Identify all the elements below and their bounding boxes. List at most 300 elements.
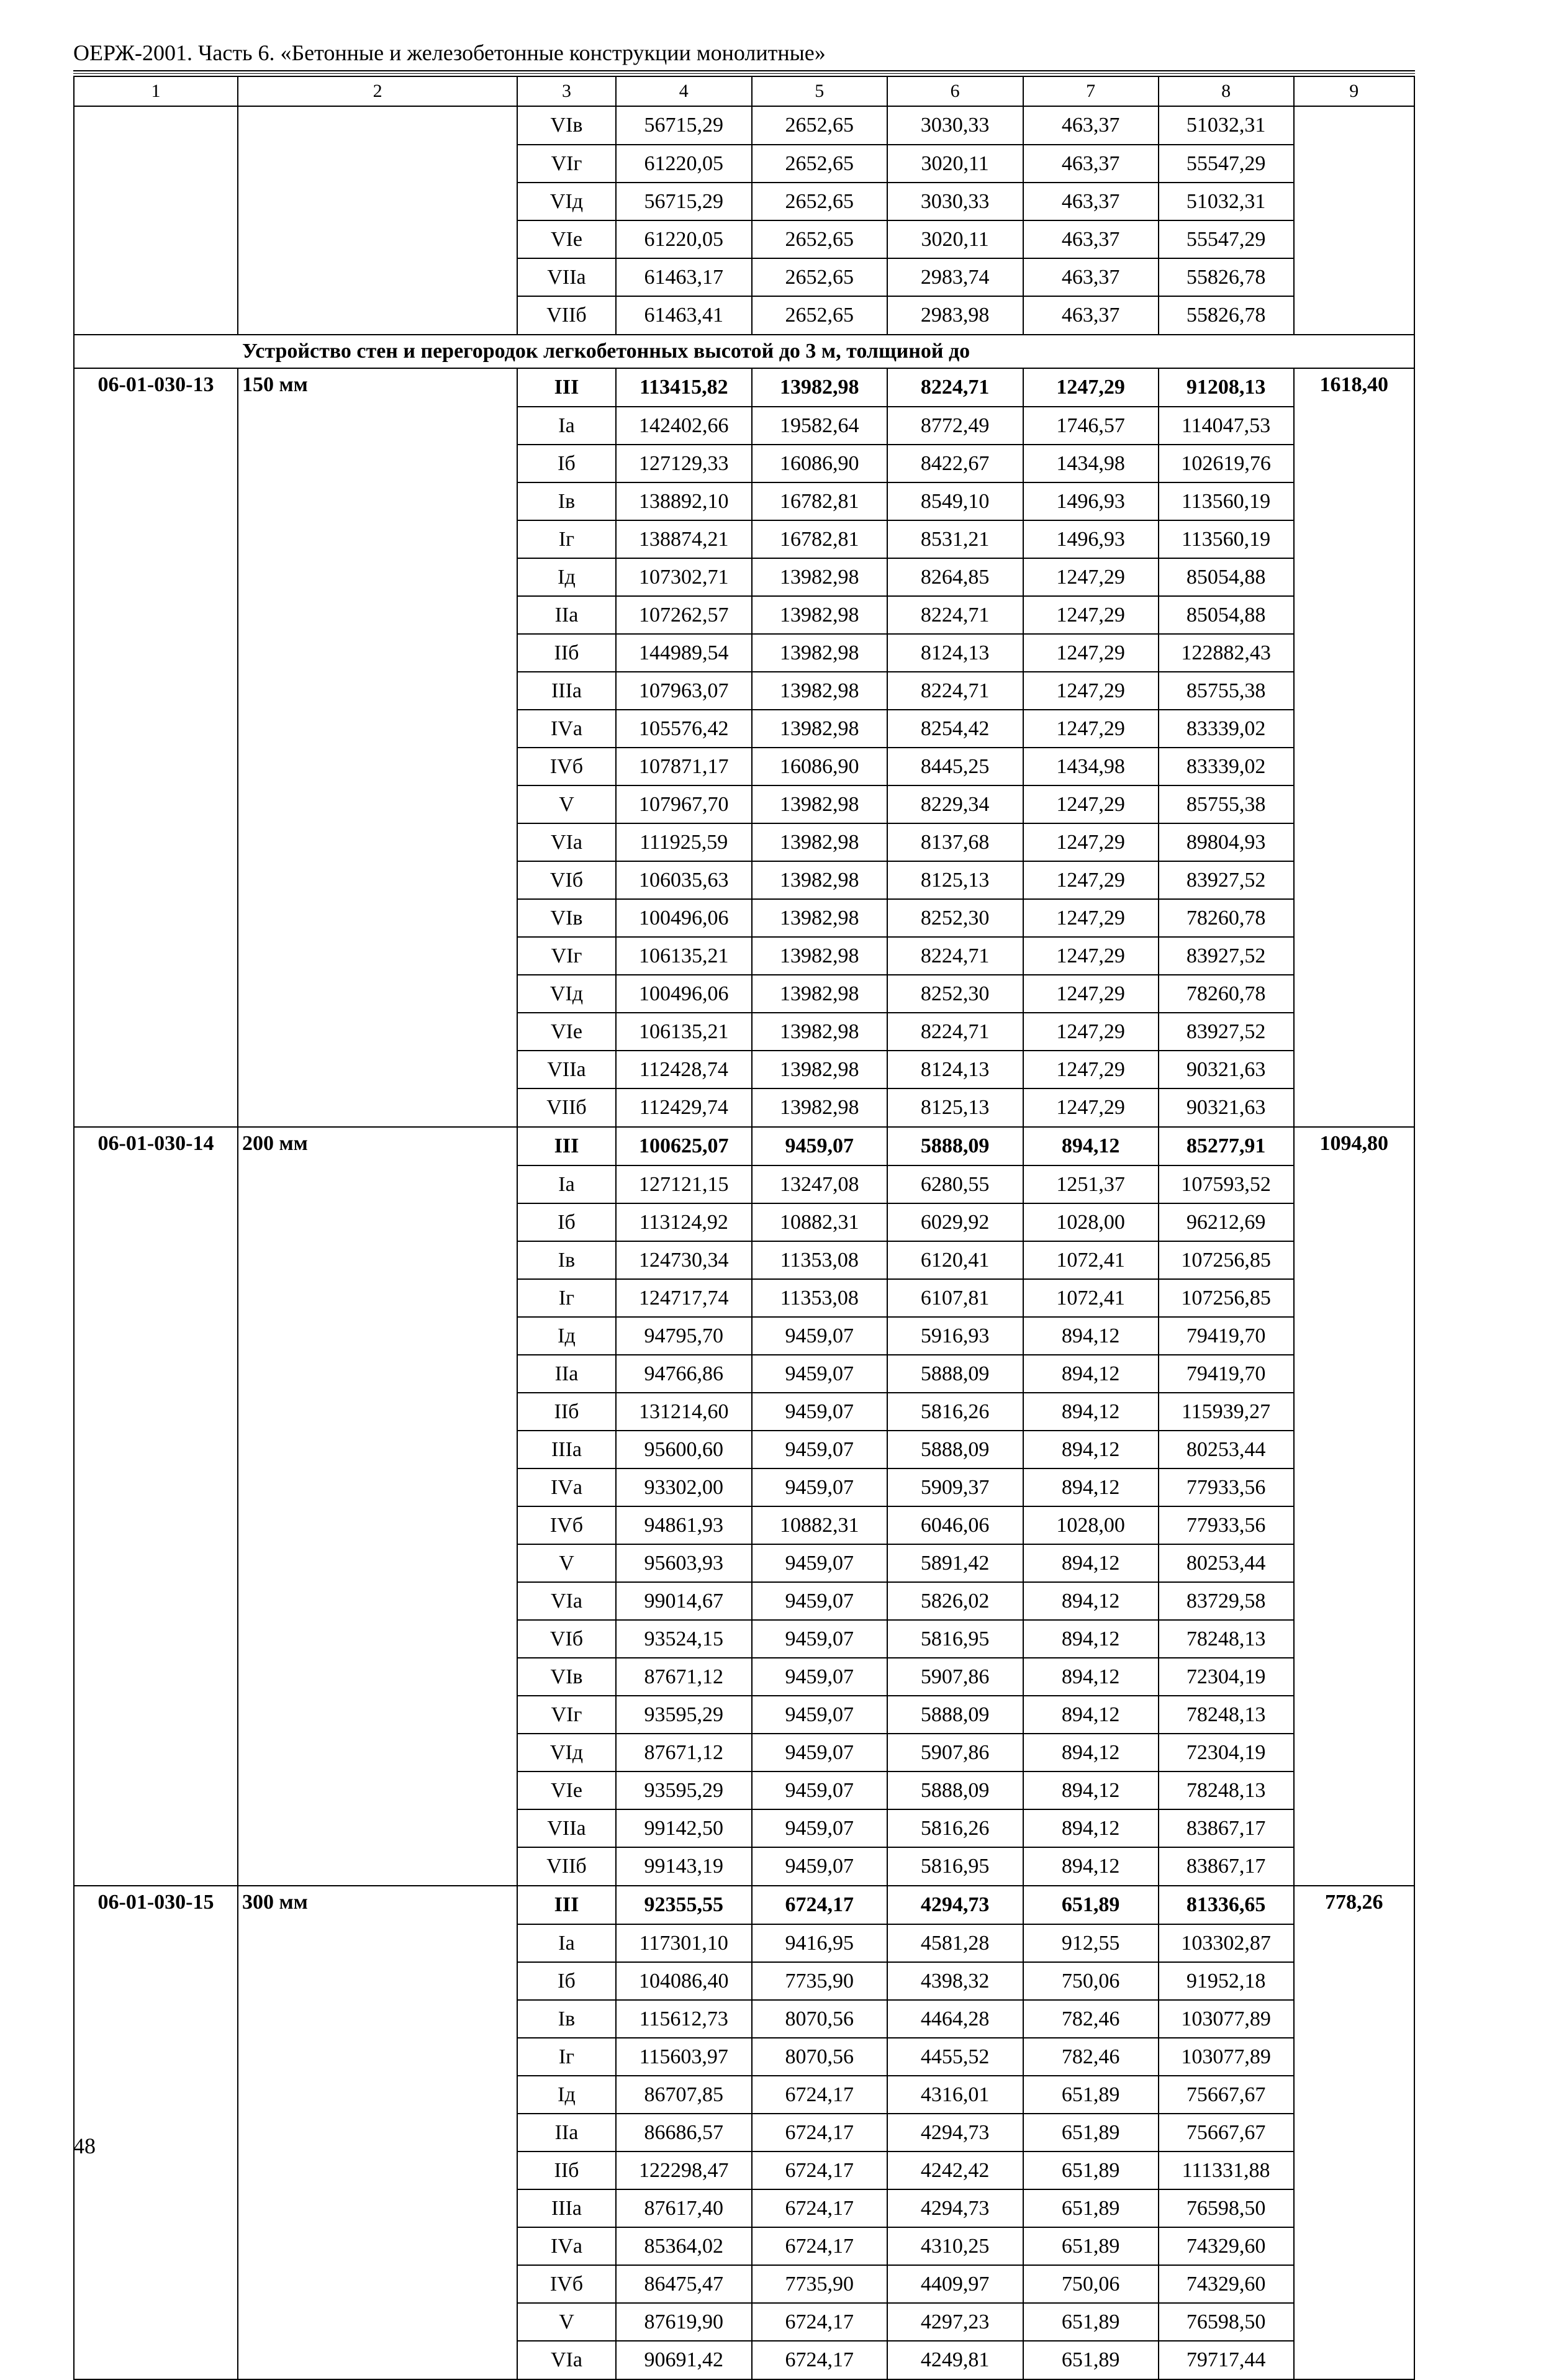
value-cell: 1247,29 [1023, 672, 1159, 710]
value-cell: 87671,12 [616, 1734, 752, 1771]
code-cell [74, 2341, 238, 2379]
value-cell: 750,06 [1023, 1962, 1159, 2000]
zone-cell: VIIб [517, 1847, 616, 1886]
value-cell: 8224,71 [887, 368, 1023, 407]
value-cell: 9459,07 [752, 1468, 887, 1506]
name-cell [238, 407, 517, 445]
value-cell: 4249,81 [887, 2341, 1023, 2379]
zone-cell: V [517, 1544, 616, 1582]
name-cell [238, 861, 517, 899]
col9-cell [1294, 823, 1414, 861]
value-cell: 93595,29 [616, 1696, 752, 1734]
value-cell: 144989,54 [616, 634, 752, 672]
code-cell [74, 2152, 238, 2189]
value-cell: 103302,87 [1159, 1924, 1294, 1962]
value-cell: 78260,78 [1159, 975, 1294, 1013]
table-row [74, 258, 1414, 296]
value-cell: 651,89 [1023, 2189, 1159, 2227]
value-cell: 4398,32 [887, 1962, 1023, 2000]
col9-cell [1294, 785, 1414, 823]
value-cell: 55547,29 [1159, 220, 1294, 258]
value-cell: 93302,00 [616, 1468, 752, 1506]
value-cell: 13982,98 [752, 368, 887, 407]
name-cell [238, 220, 517, 258]
value-cell: 61463,41 [616, 296, 752, 335]
value-cell: 124717,74 [616, 1279, 752, 1317]
name-cell [238, 785, 517, 823]
value-cell: 106035,63 [616, 861, 752, 899]
name-cell [238, 1696, 517, 1734]
value-cell: 93595,29 [616, 1771, 752, 1809]
value-cell: 463,37 [1023, 183, 1159, 220]
table-row [74, 1582, 1414, 1620]
value-cell: 107963,07 [616, 672, 752, 710]
zone-cell: Iа [517, 1165, 616, 1203]
value-cell: 74329,60 [1159, 2265, 1294, 2303]
value-cell: 113560,19 [1159, 482, 1294, 520]
column-header: 6 [887, 76, 1023, 106]
value-cell: 95603,93 [616, 1544, 752, 1582]
code-cell [74, 258, 238, 296]
table-row [74, 1620, 1414, 1658]
value-cell: 99143,19 [616, 1847, 752, 1886]
value-cell: 83339,02 [1159, 710, 1294, 748]
value-cell: 95600,60 [616, 1431, 752, 1468]
value-cell: 5907,86 [887, 1734, 1023, 1771]
value-cell: 75667,67 [1159, 2076, 1294, 2114]
table-row [74, 1886, 1414, 1924]
value-cell: 4242,42 [887, 2152, 1023, 2189]
col9-cell [1294, 445, 1414, 482]
code-cell [74, 220, 238, 258]
value-cell: 894,12 [1023, 1847, 1159, 1886]
value-cell: 78248,13 [1159, 1696, 1294, 1734]
table-row [74, 1051, 1414, 1088]
value-cell: 124730,34 [616, 1241, 752, 1279]
table-row [74, 1165, 1414, 1203]
value-cell: 9459,07 [752, 1620, 887, 1658]
value-cell: 463,37 [1023, 296, 1159, 335]
table-row [74, 1127, 1414, 1165]
value-cell: 99142,50 [616, 1809, 752, 1847]
value-cell: 894,12 [1023, 1431, 1159, 1468]
value-cell: 651,89 [1023, 2227, 1159, 2265]
value-cell: 5816,95 [887, 1847, 1023, 1886]
table-row [74, 1771, 1414, 1809]
code-cell [74, 1431, 238, 1468]
col9-cell [1294, 1393, 1414, 1431]
value-cell: 651,89 [1023, 2341, 1159, 2379]
table-row [74, 1468, 1414, 1506]
col9-cell [1294, 145, 1414, 183]
value-cell: 96212,69 [1159, 1203, 1294, 1241]
value-cell: 83867,17 [1159, 1847, 1294, 1886]
value-cell: 6724,17 [752, 1886, 887, 1924]
section-title-row [74, 335, 1414, 368]
value-cell: 1496,93 [1023, 482, 1159, 520]
value-cell: 6724,17 [752, 2189, 887, 2227]
value-cell: 83927,52 [1159, 1013, 1294, 1051]
zone-cell: IIб [517, 2152, 616, 2189]
value-cell: 6724,17 [752, 2227, 887, 2265]
value-cell: 6724,17 [752, 2152, 887, 2189]
zone-cell: Iа [517, 1924, 616, 1962]
code-cell [74, 748, 238, 785]
value-cell: 13982,98 [752, 1088, 887, 1127]
col9-cell [1294, 482, 1414, 520]
value-cell: 8422,67 [887, 445, 1023, 482]
col9-cell [1294, 2189, 1414, 2227]
name-cell [238, 445, 517, 482]
code-cell [74, 710, 238, 748]
value-cell: 86707,85 [616, 2076, 752, 2114]
value-cell: 6724,17 [752, 2114, 887, 2152]
code-cell [74, 937, 238, 975]
value-cell: 4464,28 [887, 2000, 1023, 2038]
value-cell: 5816,26 [887, 1809, 1023, 1847]
value-cell: 113415,82 [616, 368, 752, 407]
value-cell: 6120,41 [887, 1241, 1023, 1279]
name-cell [238, 748, 517, 785]
table-row [74, 2076, 1414, 2114]
code-cell [74, 1393, 238, 1431]
col9-cell [1294, 672, 1414, 710]
value-cell: 894,12 [1023, 1582, 1159, 1620]
value-cell: 8264,85 [887, 558, 1023, 596]
value-cell: VIв [517, 106, 616, 145]
col9-value: 778,26 [1294, 1886, 1414, 1924]
value-cell: 1247,29 [1023, 823, 1159, 861]
zone-cell: VIд [517, 975, 616, 1013]
code-cell [74, 1088, 238, 1127]
value-cell: 2983,98 [887, 296, 1023, 335]
rate-name: 300 мм [238, 1886, 517, 1924]
value-cell: 9459,07 [752, 1809, 887, 1847]
table-row [74, 785, 1414, 823]
value-cell: 4409,97 [887, 2265, 1023, 2303]
value-cell: 894,12 [1023, 1317, 1159, 1355]
value-cell: 1434,98 [1023, 748, 1159, 785]
value-cell: 6280,55 [887, 1165, 1023, 1203]
name-cell [238, 1468, 517, 1506]
name-cell [238, 2265, 517, 2303]
code-cell [74, 1544, 238, 1582]
zone-cell: IVб [517, 1506, 616, 1544]
table-row [74, 1355, 1414, 1393]
zone-cell: VIб [517, 861, 616, 899]
value-cell: 107256,85 [1159, 1241, 1294, 1279]
value-cell: 1247,29 [1023, 785, 1159, 823]
table-row [74, 407, 1414, 445]
col9-cell [1294, 1734, 1414, 1771]
col9-cell [1294, 1088, 1414, 1127]
column-header: 5 [752, 76, 887, 106]
value-cell: 6046,06 [887, 1506, 1023, 1544]
col9-cell [1294, 2265, 1414, 2303]
value-cell: 894,12 [1023, 1658, 1159, 1696]
value-cell: 8124,13 [887, 1051, 1023, 1088]
zone-cell: VIIа [517, 1051, 616, 1088]
zone-cell: IIIа [517, 2189, 616, 2227]
value-cell: 782,46 [1023, 2000, 1159, 2038]
col9-cell [1294, 1962, 1414, 2000]
value-cell: 61220,05 [616, 145, 752, 183]
value-cell: 13982,98 [752, 861, 887, 899]
value-cell: 1072,41 [1023, 1279, 1159, 1317]
code-cell [74, 2076, 238, 2114]
value-cell: 51032,31 [1159, 183, 1294, 220]
value-cell: 912,55 [1023, 1924, 1159, 1962]
table-row [74, 1393, 1414, 1431]
value-cell: 5891,42 [887, 1544, 1023, 1582]
col9-cell [1294, 1203, 1414, 1241]
value-cell: 85755,38 [1159, 785, 1294, 823]
name-cell [238, 2227, 517, 2265]
value-cell: 86686,57 [616, 2114, 752, 2152]
value-cell: 94861,93 [616, 1506, 752, 1544]
code-cell [74, 1203, 238, 1241]
value-cell: 19582,64 [752, 407, 887, 445]
name-cell [238, 258, 517, 296]
value-cell: 100625,07 [616, 1127, 752, 1165]
value-cell: 112428,74 [616, 1051, 752, 1088]
zone-cell: VIв [517, 1658, 616, 1696]
value-cell: 77933,56 [1159, 1468, 1294, 1506]
code-cell [74, 1165, 238, 1203]
zone-cell: V [517, 2303, 616, 2341]
value-cell: 5826,02 [887, 1582, 1023, 1620]
value-cell: 77933,56 [1159, 1506, 1294, 1544]
value-cell: 1247,29 [1023, 1088, 1159, 1127]
zone-cell: VIе [517, 1771, 616, 1809]
name-cell [238, 1734, 517, 1771]
value-cell: 1496,93 [1023, 520, 1159, 558]
value-cell: 16782,81 [752, 520, 887, 558]
name-cell [238, 183, 517, 220]
col9-cell [1294, 1051, 1414, 1088]
value-cell: 106135,21 [616, 937, 752, 975]
col9-cell [1294, 407, 1414, 445]
name-cell [238, 1088, 517, 1127]
value-cell: 8125,13 [887, 1088, 1023, 1127]
value-cell: 76598,50 [1159, 2189, 1294, 2227]
table-row [74, 2227, 1414, 2265]
value-cell: 103077,89 [1159, 2038, 1294, 2076]
value-cell: VIIа [517, 258, 616, 296]
name-cell [238, 1620, 517, 1658]
value-cell: 6107,81 [887, 1279, 1023, 1317]
header-double-rule [73, 70, 1415, 74]
table-row [74, 899, 1414, 937]
code-cell [74, 482, 238, 520]
value-cell: 16086,90 [752, 445, 887, 482]
value-cell: 894,12 [1023, 1127, 1159, 1165]
zone-cell: IVб [517, 2265, 616, 2303]
code-cell [74, 1317, 238, 1355]
zone-cell: VIд [517, 1734, 616, 1771]
value-cell: 113124,92 [616, 1203, 752, 1241]
value-cell: 8772,49 [887, 407, 1023, 445]
table-row [74, 748, 1414, 785]
value-cell: 1072,41 [1023, 1241, 1159, 1279]
table-row [74, 634, 1414, 672]
table-row [74, 183, 1414, 220]
zone-cell: IVб [517, 748, 616, 785]
code-cell [74, 1771, 238, 1809]
value-cell: 85364,02 [616, 2227, 752, 2265]
value-cell: 5888,09 [887, 1355, 1023, 1393]
zone-cell: Iд [517, 558, 616, 596]
value-cell: 93524,15 [616, 1620, 752, 1658]
col9-cell [1294, 1241, 1414, 1279]
value-cell: 3020,11 [887, 145, 1023, 183]
value-cell: 83867,17 [1159, 1809, 1294, 1847]
table-row [74, 1847, 1414, 1886]
name-cell [238, 1544, 517, 1582]
name-cell [238, 1771, 517, 1809]
value-cell: 1247,29 [1023, 861, 1159, 899]
col9-cell [1294, 1544, 1414, 1582]
name-cell [238, 2303, 517, 2341]
name-cell [238, 2189, 517, 2227]
table-row [74, 1088, 1414, 1127]
col9-cell [1294, 2076, 1414, 2114]
value-cell: 103077,89 [1159, 2000, 1294, 2038]
value-cell: 782,46 [1023, 2038, 1159, 2076]
name-cell [238, 1506, 517, 1544]
value-cell: 99014,67 [616, 1582, 752, 1620]
value-cell: 894,12 [1023, 1468, 1159, 1506]
name-cell [238, 899, 517, 937]
value-cell: 72304,19 [1159, 1734, 1294, 1771]
table-row [74, 672, 1414, 710]
table-row [74, 2114, 1414, 2152]
name-cell [238, 1962, 517, 2000]
value-cell: 7735,90 [752, 1962, 887, 2000]
table-row [74, 861, 1414, 899]
table-row [74, 2265, 1414, 2303]
value-cell: 127121,15 [616, 1165, 752, 1203]
value-cell: VIе [517, 220, 616, 258]
code-cell [74, 1734, 238, 1771]
name-cell [238, 1809, 517, 1847]
table-row [74, 2038, 1414, 2076]
value-cell: 94795,70 [616, 1317, 752, 1355]
table-row [74, 2189, 1414, 2227]
section-title: Устройство стен и перегородок легкобетонных высотой до 3 м, толщиной до [74, 335, 1414, 368]
value-cell: 894,12 [1023, 1355, 1159, 1393]
value-cell: 131214,60 [616, 1393, 752, 1431]
value-cell: 83729,58 [1159, 1582, 1294, 1620]
value-cell: 80253,44 [1159, 1544, 1294, 1582]
value-cell: 13982,98 [752, 558, 887, 596]
value-cell: 2652,65 [752, 220, 887, 258]
value-cell: 89804,93 [1159, 823, 1294, 861]
value-cell: 8224,71 [887, 596, 1023, 634]
code-cell [74, 1506, 238, 1544]
value-cell: 78248,13 [1159, 1620, 1294, 1658]
value-cell: 2652,65 [752, 258, 887, 296]
code-cell [74, 1279, 238, 1317]
value-cell: 78248,13 [1159, 1771, 1294, 1809]
col9-cell [1294, 899, 1414, 937]
value-cell: 16782,81 [752, 482, 887, 520]
table-row [74, 482, 1414, 520]
col9-cell [1294, 634, 1414, 672]
zone-cell: Iа [517, 407, 616, 445]
code-cell [74, 445, 238, 482]
zone-cell: VIа [517, 823, 616, 861]
value-cell: 105576,42 [616, 710, 752, 748]
zone-cell: IIIа [517, 1431, 616, 1468]
value-cell: 9459,07 [752, 1696, 887, 1734]
value-cell: 106135,21 [616, 1013, 752, 1051]
value-cell: 13982,98 [752, 937, 887, 975]
value-cell: 94766,86 [616, 1355, 752, 1393]
table-row [74, 558, 1414, 596]
code-cell [74, 2189, 238, 2227]
col9-cell [1294, 1506, 1414, 1544]
column-header: 9 [1294, 76, 1414, 106]
col9-cell [1294, 1924, 1414, 1962]
col9-cell [1294, 106, 1414, 145]
column-header: 2 [238, 76, 517, 106]
value-cell: 1247,29 [1023, 634, 1159, 672]
col9-cell [1294, 2038, 1414, 2076]
col9-cell [1294, 1696, 1414, 1734]
code-cell [74, 407, 238, 445]
name-cell [238, 596, 517, 634]
value-cell: 9459,07 [752, 1355, 887, 1393]
col9-cell [1294, 1013, 1414, 1051]
col9-cell [1294, 2000, 1414, 2038]
zone-cell: III [517, 1886, 616, 1924]
value-cell: 75667,67 [1159, 2114, 1294, 2152]
code-cell [74, 634, 238, 672]
value-cell: 13982,98 [752, 1051, 887, 1088]
col9-cell [1294, 1658, 1414, 1696]
value-cell: 9459,07 [752, 1127, 887, 1165]
col9-cell [1294, 220, 1414, 258]
value-cell: 10882,31 [752, 1506, 887, 1544]
code-cell [74, 1809, 238, 1847]
column-header: 7 [1023, 76, 1159, 106]
value-cell: 112429,74 [616, 1088, 752, 1127]
value-cell: 117301,10 [616, 1924, 752, 1962]
value-cell: 1247,29 [1023, 1013, 1159, 1051]
value-cell: 5888,09 [887, 1127, 1023, 1165]
value-cell: 13982,98 [752, 710, 887, 748]
value-cell: 463,37 [1023, 258, 1159, 296]
value-cell: 6724,17 [752, 2303, 887, 2341]
value-cell: 74329,60 [1159, 2227, 1294, 2265]
rate-code: 06-01-030-13 [74, 368, 238, 407]
table-row [74, 1962, 1414, 2000]
value-cell: 86475,47 [616, 2265, 752, 2303]
zone-cell: VIб [517, 1620, 616, 1658]
name-cell [238, 1393, 517, 1431]
zone-cell: IIа [517, 2114, 616, 2152]
name-cell [238, 1924, 517, 1962]
col9-cell [1294, 1431, 1414, 1468]
rate-name: 200 мм [238, 1127, 517, 1165]
code-cell [74, 2114, 238, 2152]
value-cell: 1247,29 [1023, 937, 1159, 975]
name-cell [238, 1279, 517, 1317]
value-cell: 83927,52 [1159, 937, 1294, 975]
value-cell: 894,12 [1023, 1544, 1159, 1582]
value-cell: 76598,50 [1159, 2303, 1294, 2341]
